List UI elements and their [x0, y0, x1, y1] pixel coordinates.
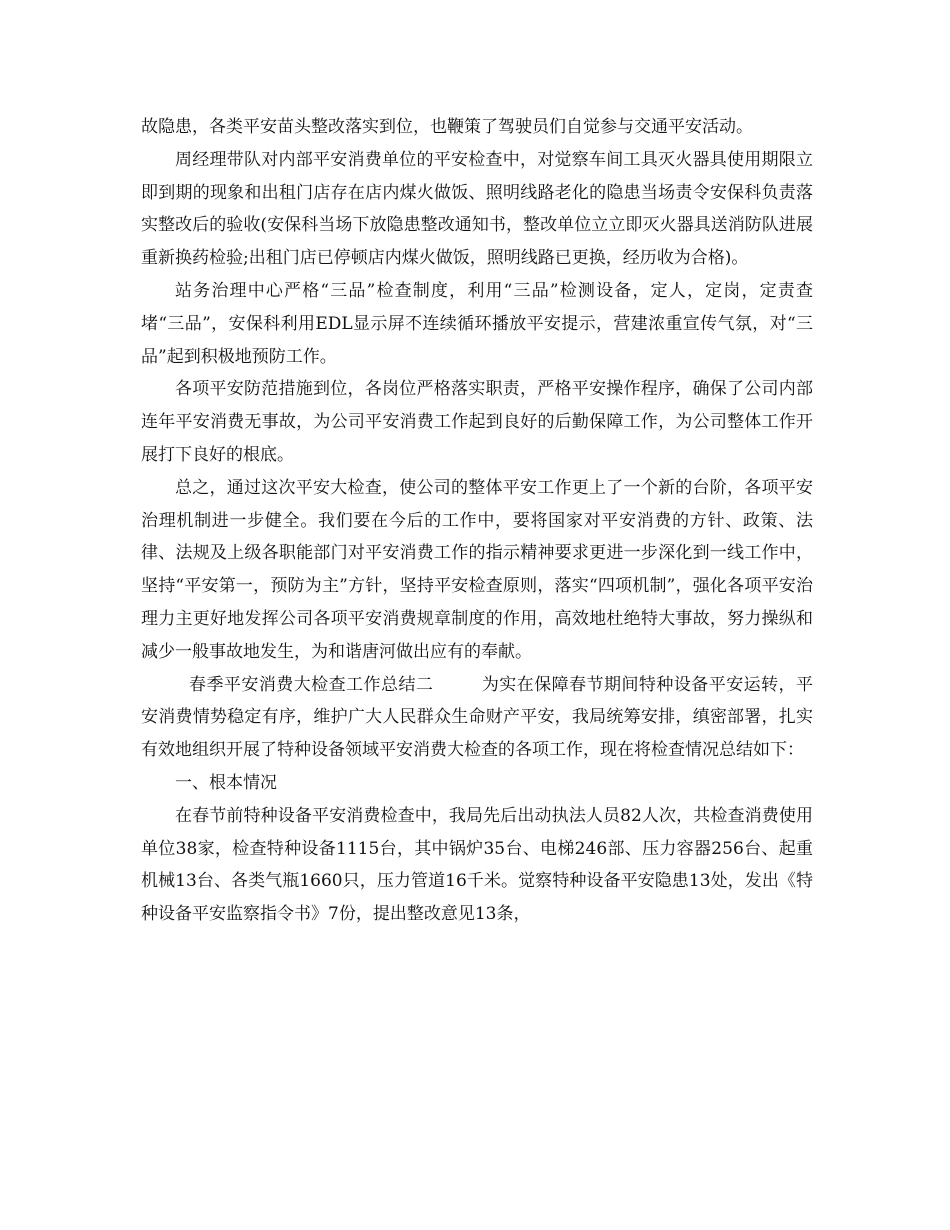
paragraph-4: 各项平安防范措施到位，各岗位严格落实职责，严格平安操作程序，确保了公司内部连年平安消费无事故，为公司平安消费工作起到良好的后勤保障工作，为公司整体工作开展打下良好的根底。	[141, 379, 813, 465]
paragraph-2: 周经理带队对内部平安消费单位的平安检查中，对觉察车间工具灭火器具使用期限立即到期的现象和出租门店存在店内煤火做饭、照明线路老化的隐患当场责令安保科负责落实整改后的验收(安保科当场下放隐患整改通知书，整改单位立立即灭火器具送消防队进展重新换药检验;出租门店已停顿店内煤火做饭，照明线路已更换，经历收为合格)。	[141, 149, 813, 269]
paragraph-1: 故隐患，各类平安苗头整改落实到位，也鞭策了驾驶员们自觉参与交通平安活动。	[141, 117, 753, 137]
paragraph-5: 总之，通过这次平安大检查，使公司的整体平安工作更上了一个新的台阶，各项平安治理机制进一步健全。我们要在今后的工作中，要将国家对平安消费的方针、政策、法律、法规及上级各职能部门对平安消费工作的指示精神要求更进一步深化到一线工作中，坚持“平安第一，预防为主”方针，坚持平安检查原则，落实“四项机制”，强化各项平安治理力主更好地发挥公司各项平安消费规章制度的作用，高效地杜绝特大事故，努力操纵和减少一般事故地发生，为和谐唐河做出应有的奉献。	[141, 477, 813, 662]
section-title: 春季平安消费大检查工作总结二	[189, 674, 434, 695]
section-intro: 为实在保障春节期间特种设备平安运转，平安消费情势稳定有序，维护广大人民群众生命财产平安，我局统筹安排，缜密部署，扎实有效地组织开展了特种设备领域平安消费大检查的各项工作，现在将检查情况总结如下：	[141, 674, 814, 761]
subheading: 一、根本情况	[175, 772, 277, 793]
section-paragraph	[141, 669, 813, 767]
paragraph-final: 在春节前特种设备平安消费检查中，我局先后出动执法人员82人次，共检查消费使用单位38家，检查特种设备1115台，其中锅炉35台、电梯246部、压力容器256台、起重机械13台、各类气瓶1660只，压力管道16千米。觉察特种设备平安隐患13处，发出《特种设备平安监察指令书》7份，提出整改意见13条，	[141, 805, 813, 925]
document-page	[141, 111, 813, 931]
paragraph-3: 站务治理中心严格“三品”检查制度，利用“三品”检测设备，定人，定岗，定责查堵“三品”，安保科利用EDL显示屏不连续循环播放平安提示，营建浓重宣传气氛，对“三品”起到积极地预防工作。	[141, 280, 813, 367]
